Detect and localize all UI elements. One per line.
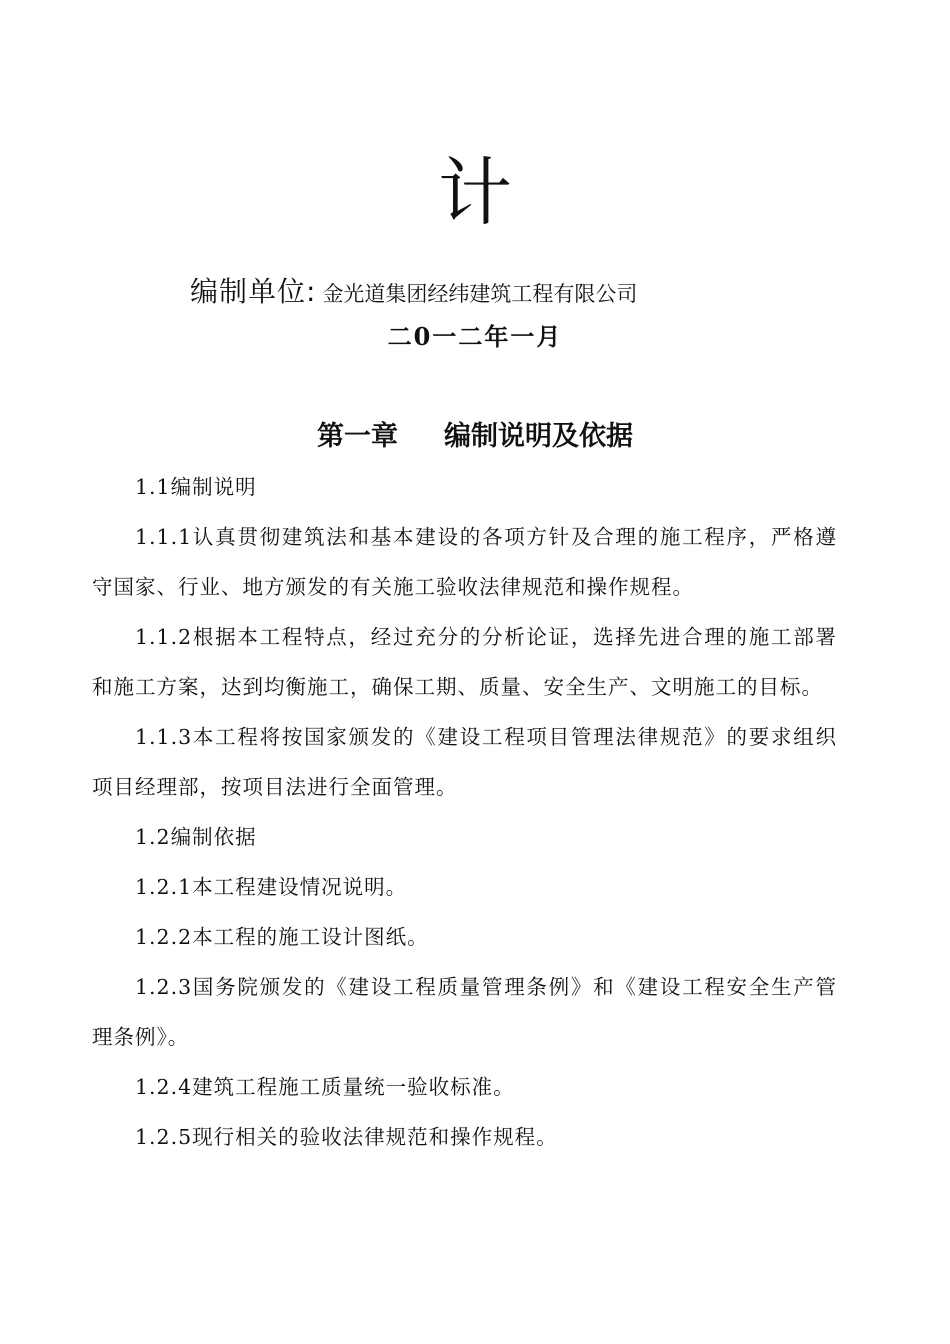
compiling-unit-line [190,270,637,314]
chapter-heading [0,417,950,457]
chapter-title: 编制说明及依据 [444,421,633,452]
compiling-unit-name: 金光道集团经纬建筑工程有限公司 [322,282,638,306]
paragraph-1-2-4: 1.2.4建筑工程施工质量统一验收标准。 [135,1075,515,1099]
paragraph-1-2-5: 1.2.5现行相关的验收法律规范和操作规程。 [135,1125,558,1149]
section-heading-1-2: 1.2编制依据 [135,825,257,849]
paragraph-1-2-1: 1.2.1本工程建设情况说明。 [135,875,408,899]
compiling-unit-label: 编制单位: [190,275,317,308]
cover-title-fragment: 计 [438,150,512,236]
chapter-number: 第一章 [317,421,398,452]
paragraph-1-1-3: 1.1.3本工程将按国家颁发的《建设工程项目管理法律规范》的要求组织项目经理部，按项目法进行全面管理。 [92,725,837,799]
section-heading-1-1: 1.1编制说明 [135,475,257,499]
paragraph-1-1-1: 1.1.1认真贯彻建筑法和基本建设的各项方针及合理的施工程序，严格遵守国家、行业、地方颁发的有关施工验收法律规范和操作规程。 [92,525,837,599]
paragraph-1-2-2: 1.2.2本工程的施工设计图纸。 [135,925,429,949]
cover-date: 二0一二年一月 [387,322,563,351]
chapter-body [92,462,837,1162]
paragraph-1-1-2: 1.1.2根据本工程特点，经过充分的分析论证，选择先进合理的施工部署和施工方案，达到均衡施工，确保工期、质量、安全生产、文明施工的目标。 [92,625,837,699]
paragraph-1-2-3: 1.2.3国务院颁发的《建设工程质量管理条例》和《建设工程安全生产管理条例》。 [92,975,837,1049]
